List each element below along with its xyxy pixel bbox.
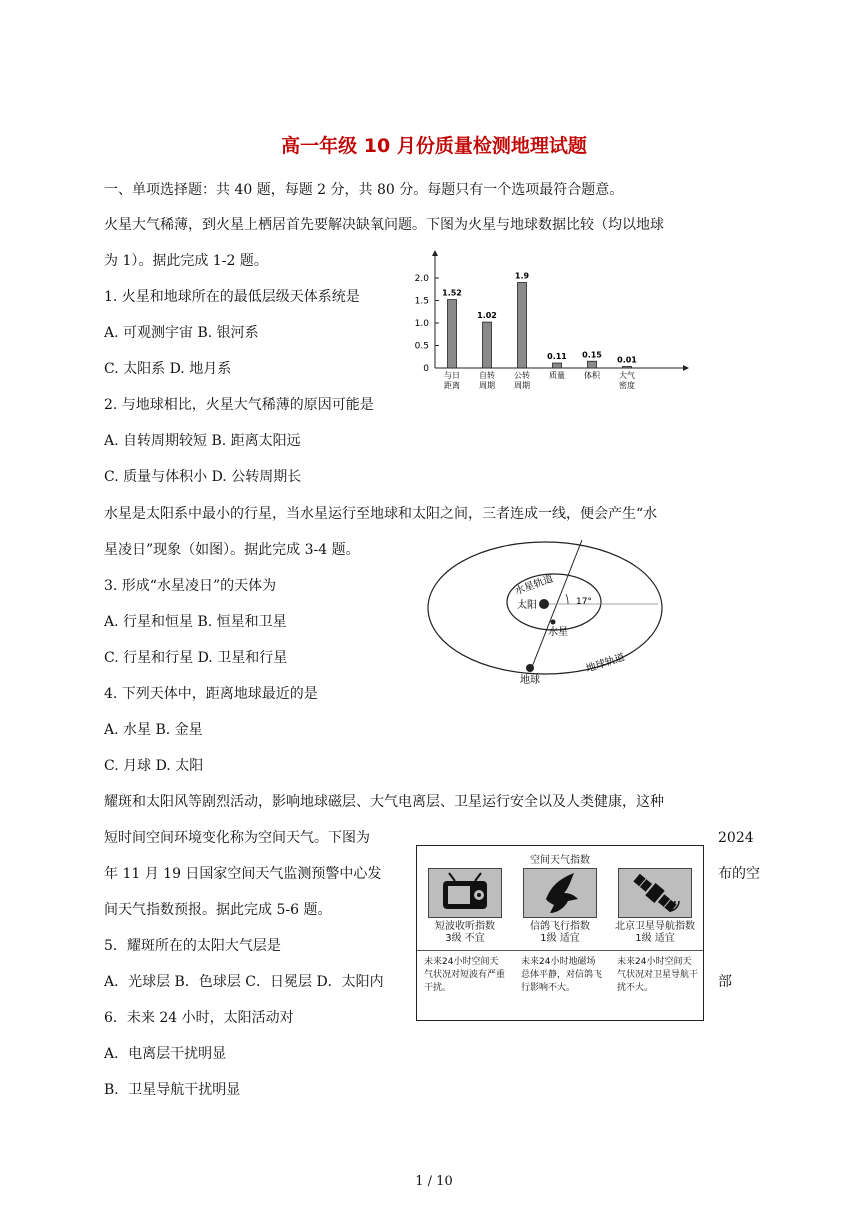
space-weather-index-panel — [416, 845, 704, 1021]
space-weather-intro-line-3: 年 11 月 19 日国家空间天气监测预警中心发 — [104, 866, 382, 882]
y-tick-label: 0.5 — [414, 341, 429, 352]
mercury-transit-diagram — [420, 538, 672, 688]
question-3: 3. 形成“水星凌日”的天体为 — [104, 578, 277, 594]
shortwave-index-name: 短波收听指数 — [435, 921, 495, 932]
satellite-navigation-index-card — [611, 868, 699, 945]
question-6: 6．未来 24 小时，太阳活动对 — [104, 1010, 294, 1026]
panel-title: 空间天气指数 — [530, 855, 590, 866]
radio-icon — [428, 868, 502, 918]
y-tick-label: 1.5 — [414, 296, 429, 307]
question-4-options-cd: C. 月球 D. 太阳 — [104, 758, 204, 774]
mars-earth-comparison-chart — [395, 248, 695, 398]
angle-arc — [566, 594, 568, 604]
mercury-intro-line-1: 水星是太阳系中最小的行星，当水星运行至地球和太阳之间，三者连成一线，便会产生“水 — [104, 506, 658, 522]
category-label: 密度 — [619, 381, 635, 390]
shortwave-index-level: 3级 不宜 — [445, 933, 485, 944]
question-5: 5．耀斑所在的太阳大气层是 — [104, 938, 281, 954]
space-weather-intro-line-1: 耀斑和太阳风等剧烈活动，影响地球磁层、大气电离层、卫星运行安全以及人类健康，这种 — [104, 794, 664, 810]
shortwave-index-card — [421, 868, 509, 945]
section-header: 一、单项选择题：共 40 题，每题 2 分，共 80 分。每题只有一个选项最符合题意。 — [104, 182, 624, 198]
earth-label: 地球 — [520, 675, 540, 686]
bar — [623, 367, 632, 369]
y-axis-arrow — [432, 250, 438, 256]
sun-label: 太阳 — [517, 600, 537, 611]
category-label: 质量 — [549, 371, 565, 380]
pigeon-index-level: 1级 适宜 — [540, 933, 580, 944]
satellite-navigation-index-name: 北京卫星导航指数 — [615, 921, 695, 932]
x-axis-arrow — [683, 365, 689, 371]
y-tick-label: 0 — [423, 364, 429, 374]
panel-divider — [417, 950, 703, 951]
pigeon-index-card — [516, 868, 604, 945]
bar-value-label: 0.15 — [582, 350, 602, 360]
pigeon-index-name: 信鸽飞行指数 — [530, 921, 590, 932]
question-6-option-b: B．卫星导航干扰明显 — [104, 1082, 241, 1098]
question-3-options-cd: C. 行星和行星 D. 卫星和行星 — [104, 650, 288, 666]
bar-value-label: 1.02 — [477, 311, 497, 321]
category-label: 周期 — [479, 381, 495, 390]
bar — [553, 363, 562, 368]
mercury-intro-line-2: 星凌日”现象（如图）。据此完成 3-4 题。 — [104, 542, 360, 558]
mars-intro-line-1: 火星大气稀薄，到火星上栖居首先要解决缺氧问题。下图为火星与地球数据比较（均以地球 — [104, 217, 664, 233]
category-label: 自转 — [479, 371, 495, 380]
space-weather-year: 2024 — [718, 830, 754, 846]
bar-value-label: 1.52 — [442, 288, 462, 298]
mercury-orbit-label: 水星轨道 — [513, 573, 555, 598]
angle-label: 17° — [576, 597, 592, 607]
pigeon-icon — [523, 868, 597, 918]
mercury-icon — [551, 620, 556, 625]
satellite-icon — [618, 868, 692, 918]
shortwave-index-description: 未来24小时空间天气状况对短波有严重干扰。 — [424, 957, 506, 993]
sun-icon — [539, 599, 549, 609]
category-label: 公转 — [514, 371, 530, 380]
question-1-options-ab: A. 可观测宇宙 B. 银河系 — [104, 325, 259, 341]
bar-value-label: 1.9 — [514, 271, 530, 281]
bar — [483, 322, 492, 368]
category-label: 体积 — [584, 371, 600, 380]
space-weather-intro-line-3-end: 布的空 — [718, 866, 760, 882]
page-title: 高一年级 10 月份质量检测地理试题 — [281, 135, 587, 157]
question-5-options-end: 部 — [718, 974, 732, 990]
question-4: 4. 下列天体中，距离地球最近的是 — [104, 686, 318, 702]
page-number: 1 / 10 — [415, 1174, 453, 1189]
earth-orbit-label: 地球轨道 — [584, 652, 627, 675]
bar-value-label: 0.01 — [617, 355, 637, 365]
question-2-options-cd: C. 质量与体积小 D. 公转周期长 — [104, 469, 302, 485]
question-2: 2. 与地球相比，火星大气稀薄的原因可能是 — [104, 397, 374, 413]
category-label: 大气 — [619, 371, 635, 380]
category-label: 与日 — [444, 371, 460, 380]
bar — [518, 283, 527, 369]
space-weather-intro-line-4: 间天气指数预报。据此完成 5-6 题。 — [104, 902, 332, 918]
space-weather-intro-line-2: 短时间空间环境变化称为空间天气。下图为 — [104, 830, 370, 846]
transit-line — [530, 540, 582, 672]
satellite-navigation-index-level: 1级 适宜 — [635, 933, 675, 944]
question-1-options-cd: C. 太阳系 D. 地月系 — [104, 361, 232, 377]
question-1: 1. 火星和地球所在的最低层级天体系统是 — [104, 289, 360, 305]
y-tick-label: 2.0 — [414, 274, 429, 284]
question-5-options: A．光球层 B．色球层 C．日冕层 D．太阳内 — [104, 974, 384, 990]
question-6-option-a: A．电离层干扰明显 — [104, 1046, 227, 1062]
mercury-label: 水星 — [548, 627, 568, 638]
mars-intro-line-2: 为 1）。据此完成 1-2 题。 — [104, 253, 268, 269]
question-4-options-ab: A. 水星 B. 金星 — [104, 722, 203, 738]
category-label: 周期 — [514, 381, 530, 390]
y-tick-label: 1.0 — [414, 319, 429, 329]
earth-icon — [526, 664, 534, 672]
bar — [588, 361, 597, 368]
question-2-options-ab: A. 自转周期较短 B. 距离太阳远 — [104, 433, 301, 449]
question-3-options-ab: A. 行星和恒星 B. 恒星和卫星 — [104, 614, 287, 630]
bar — [448, 300, 457, 368]
satellite-navigation-index-description: 未来24小时空间天气状况对卫星导航干扰不大。 — [617, 957, 699, 993]
category-label: 距离 — [444, 381, 460, 390]
bar-value-label: 0.11 — [547, 352, 567, 362]
pigeon-index-description: 未来24小时地磁场总体平静，对信鸽飞行影响不大。 — [521, 957, 603, 993]
